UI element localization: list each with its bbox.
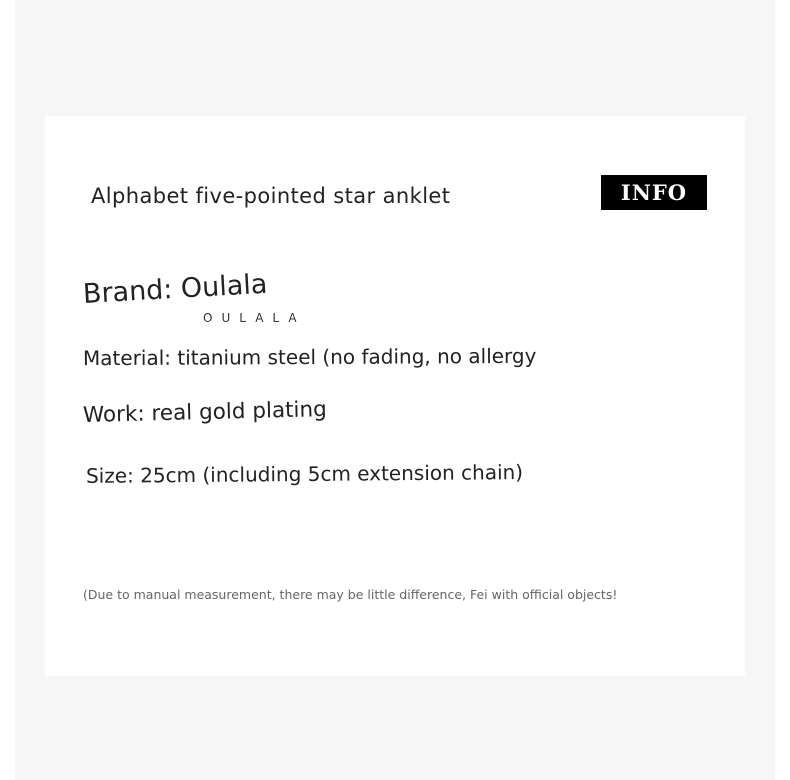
material-line: Material: titanium steel (no fading, no allergy [82, 343, 537, 371]
measurement-note: (Due to manual measurement, there may be little difference, Fei with official objects! [83, 587, 618, 602]
size-line: Size: 25cm (including 5cm extension chain) [85, 460, 524, 488]
info-card [45, 116, 745, 676]
work-line: Work: real gold plating [82, 397, 328, 428]
info-badge: INFO [601, 175, 707, 210]
page-background [15, 0, 775, 780]
brand-line: Brand: Oulala [82, 268, 269, 310]
product-title: Alphabet five-pointed star anklet [91, 184, 451, 208]
brand-logo-text: OULALA [203, 312, 306, 323]
